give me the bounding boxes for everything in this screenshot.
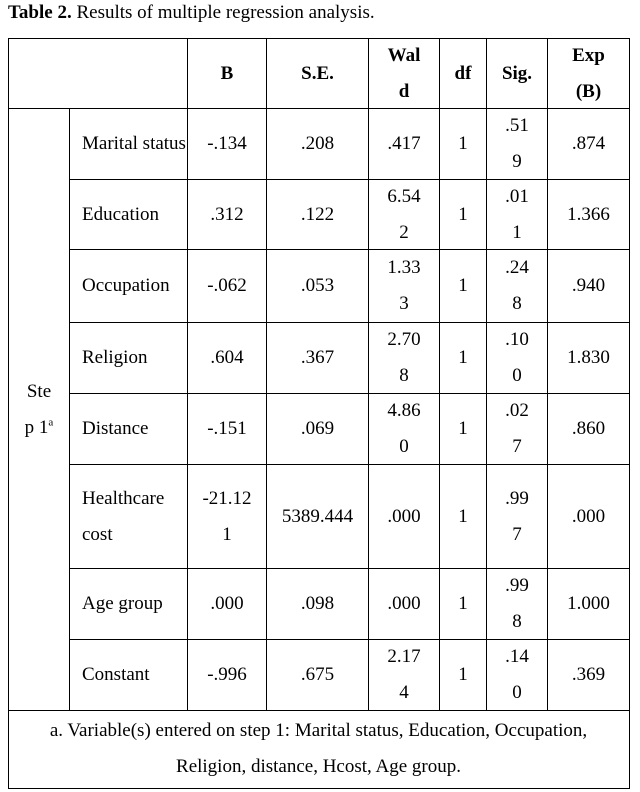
cell-df: 1: [458, 418, 468, 439]
cell-sig: .248: [505, 257, 529, 314]
cell-b: .604: [210, 347, 244, 368]
table-row-variable: Healthcare cost: [82, 487, 165, 545]
cell-sig: .998: [505, 575, 529, 632]
cell-exp-b: .369: [571, 664, 606, 685]
header-b: B: [220, 62, 234, 84]
cell-wald: .000: [387, 505, 421, 527]
cell-wald: 4.860: [387, 400, 421, 457]
cell-sig: .140: [505, 646, 529, 703]
cell-sig: .997: [505, 487, 529, 545]
cell-se: .122: [300, 203, 335, 225]
cell-df: 1: [458, 593, 468, 614]
caption-label: Table 2.: [8, 2, 72, 23]
step-text: Step 1: [24, 380, 52, 438]
table-footnote: a. Variable(s) entered on step 1: Marital status, Education, Occupation, Religion, distance, Hcost, Age group.: [49, 720, 588, 777]
header-exp-b: Exp(B): [572, 44, 605, 102]
cell-b: -.996: [207, 664, 247, 685]
cell-exp-b: .000: [571, 505, 606, 527]
cell-se: .675: [300, 664, 335, 685]
cell-exp-b: 1.366: [567, 203, 610, 225]
table-row-variable: Occupation: [82, 275, 170, 296]
cell-se: .053: [300, 275, 335, 296]
cell-exp-b: 1.830: [567, 347, 610, 368]
cell-b: .312: [210, 203, 244, 225]
cell-df: 1: [458, 133, 468, 154]
cell-wald: 1.333: [387, 257, 421, 314]
cell-b: -.062: [207, 275, 247, 296]
cell-wald: 2.174: [387, 646, 421, 703]
cell-exp-b: .940: [571, 275, 606, 296]
cell-sig: .027: [505, 400, 529, 457]
cell-se: .367: [300, 347, 335, 368]
cell-se: 5389.444: [281, 505, 354, 527]
step-superscript: a: [48, 416, 54, 429]
cell-df: 1: [458, 505, 468, 527]
table-row-variable: Distance: [82, 418, 149, 439]
cell-exp-b: 1.000: [567, 593, 610, 614]
cell-se: .208: [300, 133, 335, 154]
table-row-variable: Education: [82, 203, 160, 225]
cell-wald: 2.708: [387, 329, 421, 386]
cell-se: .069: [300, 418, 335, 439]
cell-df: 1: [458, 203, 468, 225]
caption-text: Results of multiple regression analysis.: [71, 2, 375, 23]
cell-wald: 6.542: [387, 185, 421, 243]
cell-b: -.134: [207, 133, 247, 154]
table-row-variable: Religion: [82, 347, 148, 368]
cell-exp-b: .874: [571, 133, 606, 154]
cell-exp-b: .860: [571, 418, 606, 439]
header-sig: Sig.: [501, 62, 533, 84]
cell-sig: .011: [505, 185, 529, 243]
cell-sig: .100: [505, 329, 529, 386]
header-df: df: [454, 62, 472, 84]
header-se: S.E.: [301, 62, 334, 84]
cell-df: 1: [458, 275, 468, 296]
cell-wald: .417: [387, 133, 421, 154]
table-row-variable: Marital status: [82, 133, 186, 154]
header-wald: Wald: [387, 44, 421, 102]
step-label: [9, 109, 69, 710]
cell-se: .098: [300, 593, 335, 614]
cell-df: 1: [458, 347, 468, 368]
table-row-variable: Constant: [82, 664, 150, 685]
cell-df: 1: [458, 664, 468, 685]
cell-b: -21.121: [202, 487, 252, 545]
cell-sig: .519: [505, 115, 529, 172]
cell-wald: .000: [387, 593, 421, 614]
table-row-variable: Age group: [82, 593, 163, 614]
cell-b: .000: [210, 593, 244, 614]
cell-b: -.151: [207, 418, 247, 439]
table-caption: [8, 1, 375, 25]
